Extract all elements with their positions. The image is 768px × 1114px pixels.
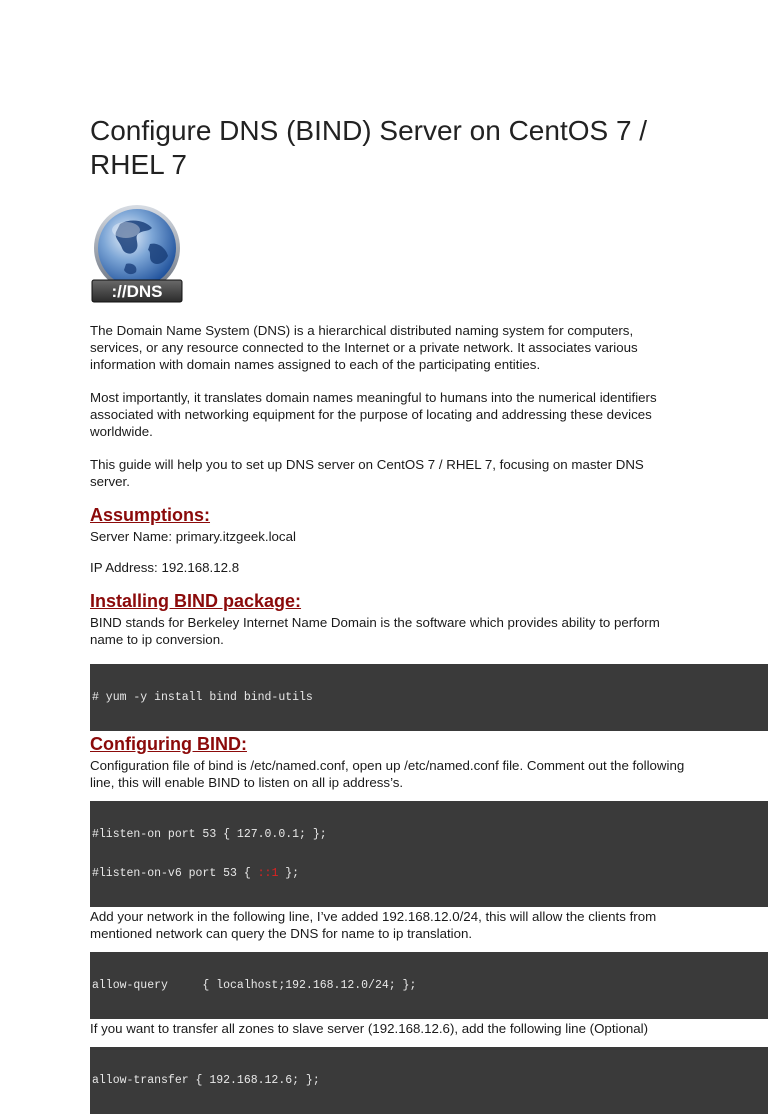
code-block-listen [90,801,768,907]
code-highlight: ::1 [257,867,279,880]
installing-text: BIND stands for Berkeley Internet Name Domain is the software which provides ability to perform name to ip conversion. [90,615,660,647]
code-segment: #listen-on-v6 port 53 { [92,867,258,880]
code-block-install [90,664,768,731]
code-segment: }; [278,867,300,880]
code-line: #listen-on port 53 { 127.0.0.1; }; [92,828,327,841]
assumptions-heading: Assumptions: [90,505,211,525]
code-line [92,867,768,880]
code-line: allow-transfer { 192.168.12.6; }; [92,1074,320,1087]
network-text: Add your network in the following line, I’ve added 192.168.12.0/24, this will allow the clients from mentioned network can query the DNS for name to ip translation. [90,909,657,941]
transfer-text: If you want to transfer all zones to slave server (192.168.12.6), add the following line (Optional) [90,1021,649,1036]
dns-logo-text: ://DNS [111,282,163,301]
code-block-allow-query [90,952,768,1019]
intro-paragraph-1: The Domain Name System (DNS) is a hierarchical distributed naming system for computers, services, or any resource connected to the Internet or a private network. It associates various information with domain names assigned to each of the participating entities. [90,323,638,372]
intro-paragraph-3: This guide will help you to set up DNS server on CentOS 7 / RHEL 7, focusing on master DNS server. [90,457,644,489]
code-line: allow-query { localhost;192.168.12.0/24; }; [92,979,417,992]
ip-address-text: IP Address: 192.168.12.8 [90,560,240,575]
configuring-text: Configuration file of bind is /etc/named.conf, open up /etc/named.conf file. Comment out the following line, this will enable BIND to listen on all ip address’s. [90,758,685,790]
dns-logo [90,204,184,304]
globe-dns-icon [90,204,184,304]
configuring-heading: Configuring BIND: [90,734,247,754]
document-page [90,114,768,1114]
code-block-allow-transfer [90,1047,768,1114]
intro-paragraph-2: Most importantly, it translates domain names meaningful to humans into the numerical identifiers associated with networking equipment for the purpose of locating and addressing these devices worldwide. [90,390,657,439]
page-title: Configure DNS (BIND) Server on CentOS 7 / RHEL 7 [90,115,648,180]
installing-heading: Installing BIND package: [90,591,302,611]
code-line: # yum -y install bind bind-utils [92,691,313,704]
server-name-text: Server Name: primary.itzgeek.local [90,529,296,544]
